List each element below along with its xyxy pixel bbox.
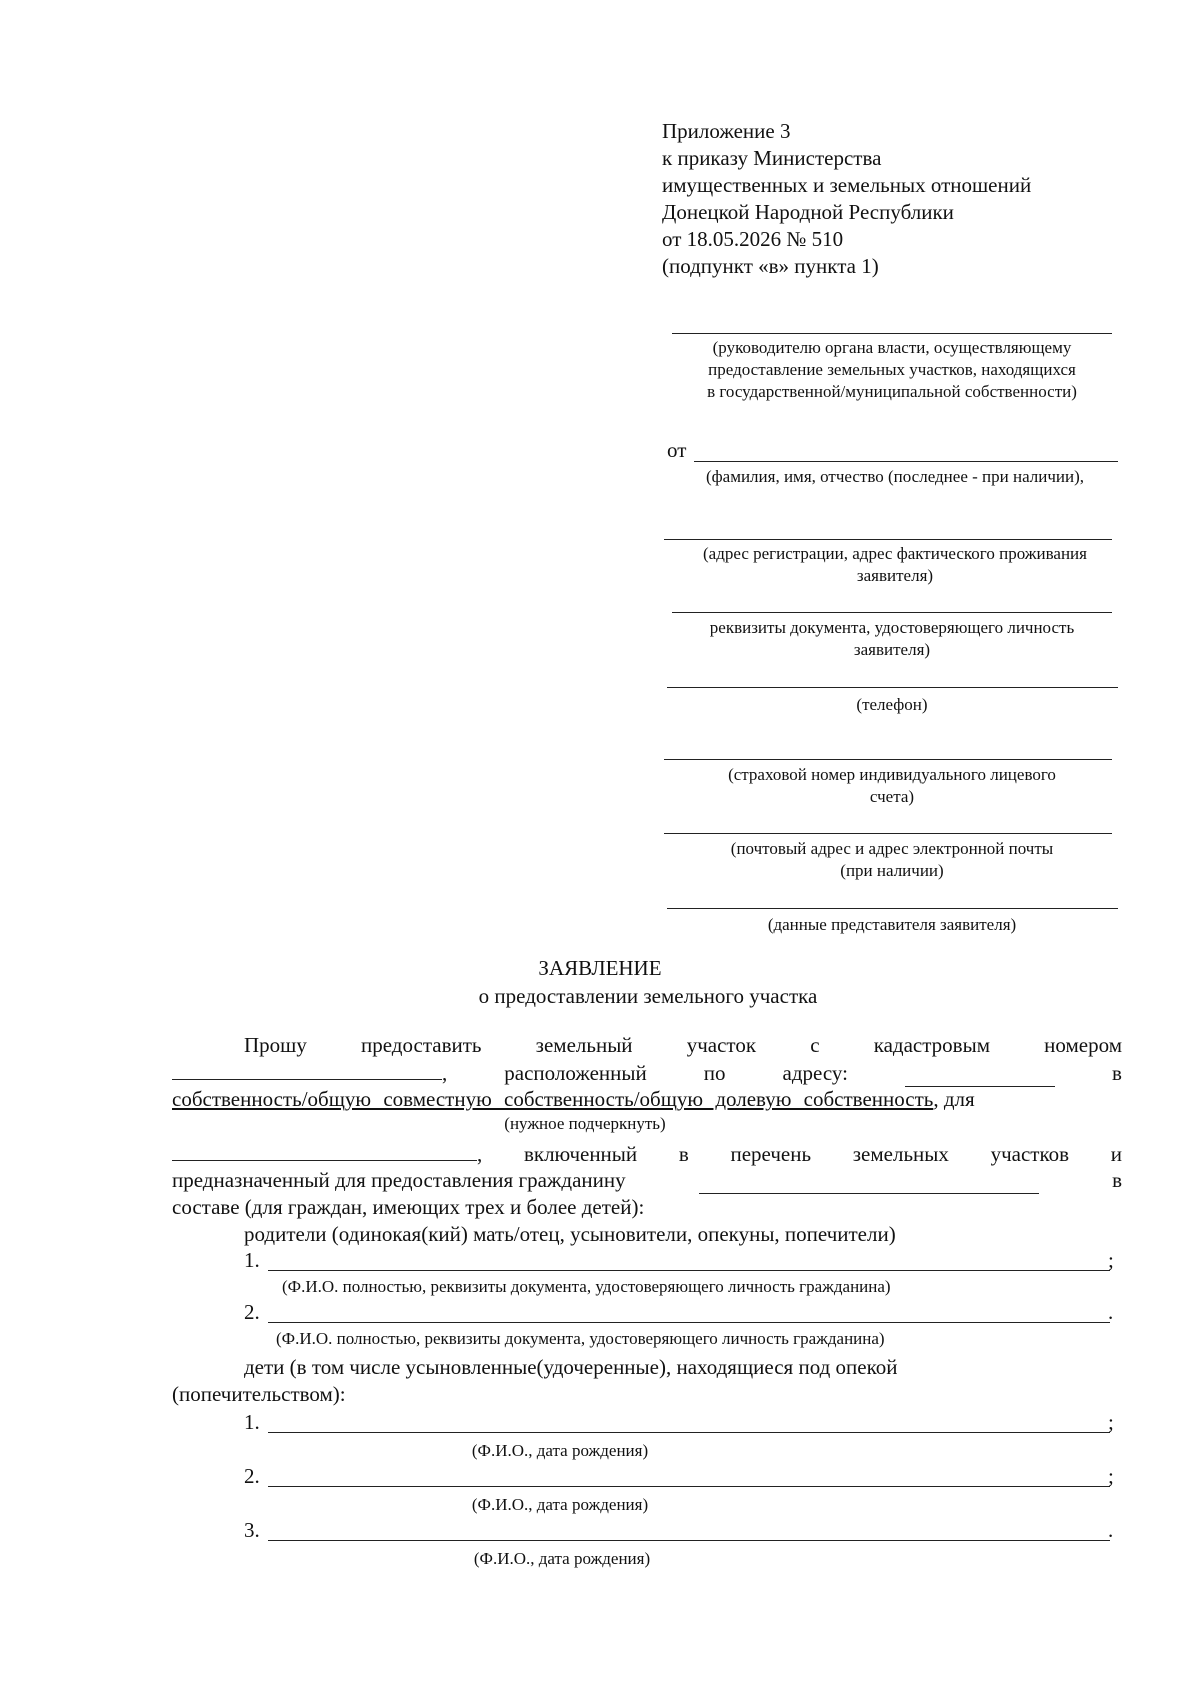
address-field-line[interactable] [664,539,1112,540]
body-line-2 [172,1059,1122,1087]
word: Прошу [244,1033,307,1057]
child-1-caption: (Ф.И.О., дата рождения) [471,1441,649,1460]
word: участков [990,1142,1070,1166]
word: предоставить [361,1033,482,1057]
word: в [1112,1168,1122,1192]
ownership-options [172,1086,975,1113]
comma: , [477,1142,483,1166]
approval-block [662,118,1031,280]
word: перечень [730,1142,812,1166]
cadastral-number-group [172,1059,447,1087]
caption-line: (страховой номер индивидуального лицевого [728,765,1056,784]
child-3-field[interactable] [268,1540,1110,1541]
semicolon: ; [1108,1248,1114,1272]
caption-line: в государственной/муниципальной собственности) [707,382,1077,401]
from-label: от [667,438,687,462]
citizen-name-field[interactable] [699,1173,1039,1194]
address-caption [660,543,1130,587]
caption-line: (при наличии) [840,861,944,880]
recipient-caption [662,337,1122,403]
approval-line: (подпункт «в» пункта 1) [662,254,879,278]
body-line-5 [172,1167,1122,1194]
word: участок [686,1033,757,1057]
parent-2-field[interactable] [268,1322,1110,1323]
body-line-3 [172,1086,1122,1113]
list-number-field[interactable] [172,1140,477,1161]
child-2-number: 2. [244,1464,260,1488]
body-line-1 [244,1032,1122,1059]
body-line-4 [172,1140,1122,1168]
representative-caption: (данные представителя заявителя) [767,915,1017,934]
caption-line: предоставление земельных участков, находящихся [708,360,1076,379]
mail-caption [662,838,1122,882]
parent-2-number: 2. [244,1300,260,1324]
comma: , [442,1061,448,1085]
phone-caption: (телефон) [856,695,928,714]
caption-line: реквизиты документа, удостоверяющего личность [709,618,1075,637]
underline-note: (нужное подчеркнуть) [504,1114,666,1133]
applicant-name-line[interactable] [694,461,1118,462]
word: с [810,1033,820,1057]
word: земельных [852,1142,949,1166]
parent-1-field[interactable] [268,1270,1110,1271]
parent-1-caption: (Ф.И.О. полностью, реквизиты документа, удостоверяющего личность гражданина) [282,1277,891,1296]
word: расположенный [504,1061,647,1085]
text: предназначенный для предоставления гражданину [172,1168,626,1192]
address-input-field[interactable] [905,1066,1055,1087]
word: и [1110,1142,1122,1166]
cadastral-number-field[interactable] [172,1059,442,1080]
approval-line: имущественных и земельных отношений [662,173,1032,197]
snils-field-line[interactable] [664,759,1112,760]
body-line-6: составе (для граждан, имеющих трех и более детей): [172,1195,645,1219]
parent-1-number: 1. [244,1248,260,1272]
caption-line: заявителя) [856,566,934,585]
id-document-caption [662,617,1122,661]
parent-2-caption: (Ф.И.О. полностью, реквизиты документа, удостоверяющего личность гражданина) [276,1329,885,1348]
children-heading: дети (в том числе усыновленные(удочеренные), находящиеся под опекой [244,1355,898,1379]
snils-caption [662,764,1122,808]
period: . [1108,1518,1114,1542]
document-title: ЗАЯВЛЕНИЕ [538,956,662,980]
approval-line: от 18.05.2026 № 510 [662,227,844,251]
word: в [678,1142,689,1166]
representative-field-line[interactable] [667,908,1118,909]
child-1-number: 1. [244,1410,260,1434]
word: земельный [535,1033,633,1057]
approval-line: Приложение 3 [662,119,791,143]
approval-line: к приказу Министерства [662,146,882,170]
children-heading-cont: (попечительством): [172,1382,346,1406]
tail-text: , для [933,1087,975,1111]
child-3-caption: (Ф.И.О., дата рождения) [473,1549,651,1568]
list-number-group [172,1140,482,1168]
child-1-field[interactable] [268,1432,1110,1433]
mail-field-line[interactable] [664,833,1112,834]
caption-line: (почтовый адрес и адрес электронной почты [730,839,1054,858]
document-subtitle: о предоставлении земельного участка [478,984,818,1008]
child-2-caption: (Ф.И.О., дата рождения) [471,1495,649,1514]
caption-line: заявителя) [853,640,931,659]
id-document-field-line[interactable] [672,612,1112,613]
semicolon: ; [1108,1464,1114,1488]
name-caption: (фамилия, имя, отчество (последнее - при наличии), [705,467,1085,486]
word: адресу: [782,1061,848,1085]
caption-line: счета) [869,787,915,806]
child-2-field[interactable] [268,1486,1110,1487]
word: номером [1044,1033,1122,1057]
word: в [1112,1061,1122,1085]
word: по [703,1061,726,1085]
child-3-number: 3. [244,1518,260,1542]
word: кадастровым [873,1033,990,1057]
phone-field-line[interactable] [667,687,1118,688]
approval-line: Донецкой Народной Республики [662,200,954,224]
parents-heading: родители (одинокая(кий) мать/отец, усыновители, опекуны, попечители) [244,1222,896,1246]
ownership-choice[interactable]: собственность/общую совместную собственность/общую долевую собственность [172,1087,934,1111]
caption-line: (адрес регистрации, адрес фактического проживания [703,544,1087,563]
caption-line: (руководителю органа власти, осуществляющему [712,338,1072,357]
period: . [1108,1300,1114,1324]
word: включенный [523,1142,638,1166]
recipient-field-line[interactable] [672,333,1112,334]
semicolon: ; [1108,1410,1114,1434]
